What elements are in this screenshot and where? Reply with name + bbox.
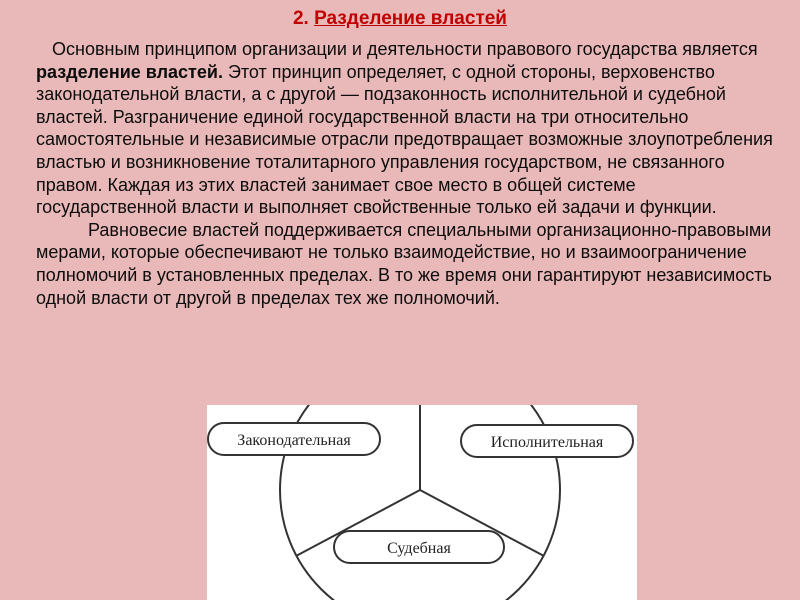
paragraph-1-start: Основным принципом организации и деятельности правового государства является — [52, 39, 758, 59]
title-number: 2. — [292, 8, 309, 29]
executive-branch — [461, 425, 633, 457]
paragraph-1 — [36, 38, 776, 219]
judicial-branch — [334, 531, 504, 563]
slide-title — [0, 7, 800, 31]
diagram-svg — [207, 405, 637, 600]
legislative-branch — [208, 423, 380, 455]
paragraph-1-bold: разделение властей. — [36, 61, 223, 82]
executive-label: Исполнительная — [490, 434, 604, 451]
paragraph-1-end: Этот принцип определяет, с одной стороны, верховенство законодательной власти, а с другой — подзаконность исполнительной и судебной властей. Разграничение единой государственной власти на три относительно самостоятельные и независимые отрасли предотвращает возможные злоупотребления властью и возникновение тоталитарного управления государством, не связанного правом. Каждая из этих властей занимает свое место в общей системе государственной власти и выполняет свойственные только ей задачи и функции. — [36, 61, 773, 218]
body-text — [36, 38, 776, 309]
separation-of-powers-diagram — [207, 405, 637, 600]
paragraph-2: Равновесие властей поддерживается специальными организационно-правовыми мерами, которые обеспечивают не только взаимодействие, но и взаимоограничение полномочий в установленных пределах. В то же время они гарантируют независимость одной власти от другой в пределах тех же полномочий. — [36, 219, 772, 308]
title-text: Разделение властей — [314, 8, 507, 29]
judicial-label: Судебная — [387, 540, 451, 557]
legislative-label: Законодательная — [237, 432, 351, 449]
